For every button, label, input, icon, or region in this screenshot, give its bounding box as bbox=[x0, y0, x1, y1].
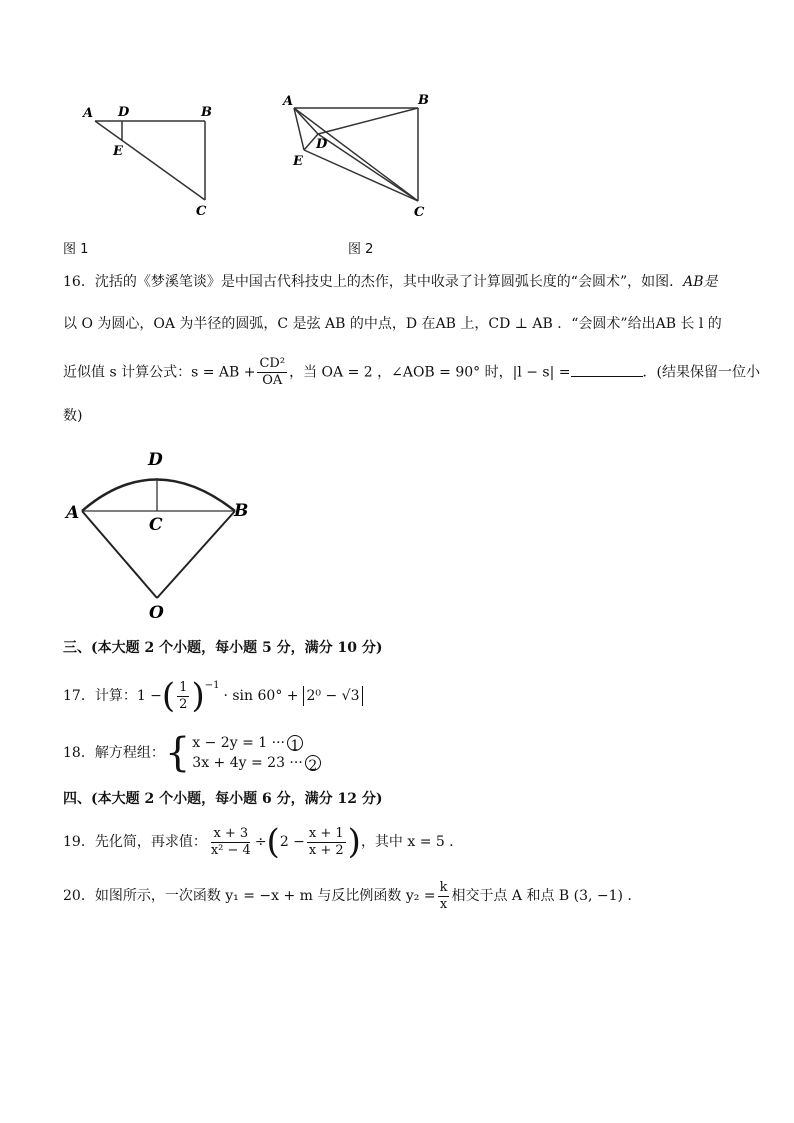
label-D: D bbox=[148, 450, 163, 470]
q16-abs-expr: |l − s| = bbox=[512, 364, 571, 381]
q16-line2-tail: AB 长 l 的 bbox=[655, 316, 722, 332]
label-C: C bbox=[196, 204, 207, 219]
label-D: D bbox=[118, 105, 130, 120]
label-A: A bbox=[83, 106, 94, 121]
q19-two: 2 − bbox=[279, 834, 305, 850]
q18-system bbox=[164, 730, 321, 776]
q16-answer-blank[interactable] bbox=[571, 362, 643, 377]
q18-prefix: 18．解方程组： bbox=[63, 745, 165, 761]
label-B: B bbox=[201, 105, 212, 120]
segment-AC bbox=[95, 121, 205, 200]
q20-suffix: 相交于点 A 和点 B (3, −1) ． bbox=[451, 888, 642, 904]
q16-line-4: 数) bbox=[63, 408, 83, 424]
q18 bbox=[63, 730, 321, 776]
label-A: A bbox=[66, 503, 80, 523]
label-O: O bbox=[149, 603, 164, 623]
q19-f2-den: x + 2 bbox=[308, 842, 344, 858]
label-C: C bbox=[149, 515, 163, 535]
q16-frac-den: OA bbox=[262, 373, 283, 388]
q16-condition: ，当 OA = 2 ，∠AOB = 90° 时， bbox=[289, 364, 513, 381]
q17-frac-den: 2 bbox=[179, 696, 188, 712]
q18-eq1-text: x − 2y = 1 ··· bbox=[192, 735, 285, 751]
q17-fraction bbox=[177, 680, 189, 713]
q17-paren-close: ) bbox=[191, 676, 205, 716]
q16-line-1 bbox=[63, 272, 718, 292]
label-E: E bbox=[113, 144, 123, 159]
q17-paren-open: ( bbox=[161, 676, 176, 716]
q18-eq2 bbox=[192, 753, 321, 773]
q18-eq2-text: 3x + 4y = 23 ··· bbox=[192, 755, 303, 771]
q17-frac-num: 1 bbox=[179, 679, 188, 695]
q16-note: ．(结果保留一位小 bbox=[642, 364, 760, 381]
q18-eq2-mark: 2 bbox=[305, 755, 321, 771]
q19-paren-open: ( bbox=[266, 822, 280, 862]
q17 bbox=[63, 676, 363, 716]
figure-3-arc bbox=[60, 440, 260, 625]
q16-line1-arc: AB是 bbox=[683, 274, 718, 290]
q20-fraction bbox=[438, 880, 450, 913]
q20-f-num: k bbox=[439, 879, 448, 895]
q16-frac-num: CD² bbox=[259, 356, 286, 371]
q19 bbox=[63, 822, 463, 862]
q19-f1-num: x + 3 bbox=[213, 825, 249, 841]
figure-2-caption: 图 2 bbox=[348, 242, 374, 257]
q19-suffix: ，其中 x = 5 ． bbox=[360, 834, 464, 850]
q19-fraction-1 bbox=[209, 826, 253, 859]
q16-line-3 bbox=[63, 356, 760, 389]
radius-OA bbox=[82, 511, 157, 598]
q17-prefix: 17．计算：1 − bbox=[63, 688, 162, 704]
q19-paren-close: ) bbox=[347, 822, 361, 862]
q17-abs: 2⁰ − √3 bbox=[303, 686, 364, 706]
q16-line1-text: 16．沈括的《梦溪笔谈》是中国古代科技史上的杰作，其中收录了计算圆弧长度的“会圆术”，如图． bbox=[63, 274, 684, 290]
q20-f-den: x bbox=[439, 896, 448, 912]
q16-fraction bbox=[257, 356, 287, 389]
figure-1-caption: 图 1 bbox=[63, 242, 89, 257]
label-A: A bbox=[283, 94, 294, 109]
q18-eq1-mark: 1 bbox=[287, 735, 303, 751]
q17-exponent: −1 bbox=[204, 680, 220, 691]
q16-line2-text: 以 O 为圆心，OA 为半径的圆弧，C 是弦 AB 的中点，D 在 bbox=[63, 316, 436, 332]
q19-f1-den: x² − 4 bbox=[210, 842, 251, 858]
label-B: B bbox=[234, 501, 249, 521]
q19-div: ÷ bbox=[254, 834, 267, 850]
q18-brace: { bbox=[164, 730, 191, 776]
q17-mid: · sin 60° + bbox=[223, 688, 299, 704]
q16-line-2 bbox=[63, 314, 722, 334]
section-4-heading: 四、(本大题 2 个小题，每小题 6 分，满分 12 分) bbox=[63, 791, 383, 807]
q20-prefix: 20．如图所示，一次函数 y₁ = −x + m 与反比例函数 y₂ = bbox=[63, 888, 436, 904]
q16-formula-start: 近似值 s 计算公式：s = AB + bbox=[63, 364, 256, 381]
figure-1 bbox=[70, 95, 230, 225]
q19-f2-num: x + 1 bbox=[308, 825, 344, 841]
q19-fraction-2 bbox=[307, 826, 346, 859]
arc-AB bbox=[82, 480, 235, 512]
radius-OB bbox=[157, 511, 235, 598]
q16-line2-mid: AB 上，CD ⊥ AB ．“会圆术”给出 bbox=[435, 316, 656, 332]
section-3-heading: 三、(本大题 2 个小题，每小题 5 分，满分 10 分) bbox=[63, 640, 383, 656]
segment-DC bbox=[318, 134, 418, 201]
label-E: E bbox=[293, 154, 303, 169]
q18-eq1 bbox=[192, 733, 321, 753]
label-D: D bbox=[316, 137, 328, 152]
q20 bbox=[63, 876, 641, 916]
figure-2 bbox=[278, 88, 438, 223]
segment-BD bbox=[318, 108, 418, 134]
q19-prefix: 19．先化简，再求值： bbox=[63, 834, 207, 850]
label-B: B bbox=[418, 93, 429, 108]
label-C: C bbox=[414, 205, 425, 220]
